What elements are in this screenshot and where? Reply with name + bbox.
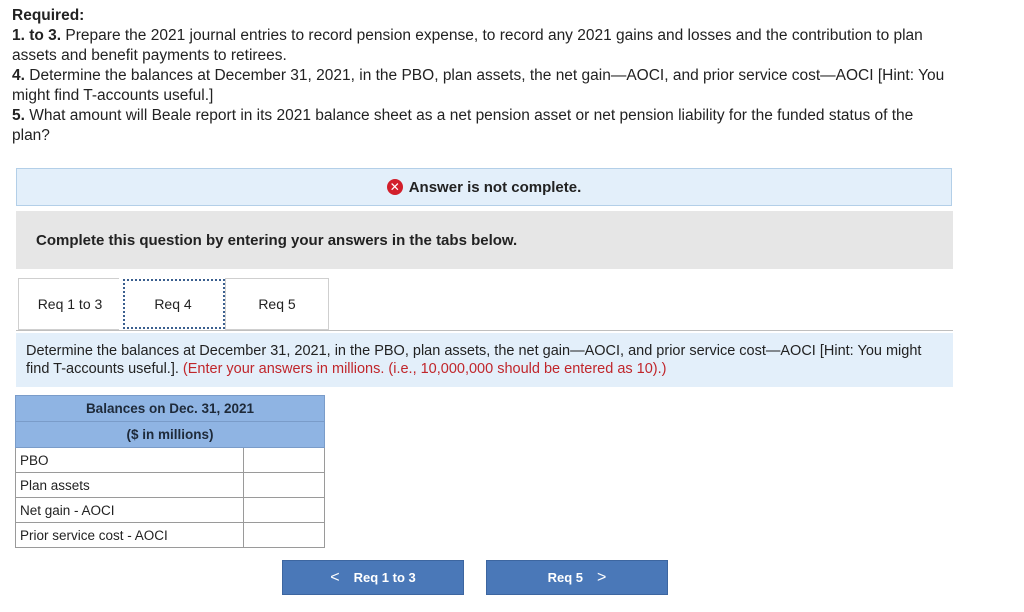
tab-focus-outline xyxy=(123,279,225,329)
required-section xyxy=(12,6,1024,146)
table-header-units: ($ in millions) xyxy=(16,422,325,448)
pbo-input[interactable] xyxy=(244,449,324,472)
required-item-4-cont: might find T-accounts useful.] xyxy=(12,87,214,104)
table-header-title: Balances on Dec. 31, 2021 xyxy=(16,396,325,422)
row-label-net-gain-aoci: Net gain - AOCI xyxy=(16,498,244,523)
net-gain-aoci-input[interactable] xyxy=(244,499,324,522)
prev-tab-button[interactable]: < Req 1 to 3 xyxy=(282,560,464,595)
required-item-1: 1. to 3. Prepare the 2021 journal entries to record pension expense, to record any 2021 gains and losses and the contribution to plan xyxy=(12,27,923,44)
chevron-right-icon: > xyxy=(597,568,607,586)
row-label-pbo: PBO xyxy=(16,448,244,473)
balances-table xyxy=(15,395,325,548)
required-heading: Required: xyxy=(12,7,85,24)
x-circle-icon: ✕ xyxy=(387,179,403,195)
prior-service-cost-aoci-input[interactable] xyxy=(244,524,324,547)
instruction-text: Determine the balances at December 31, 2021, in the PBO, plan assets, the net gain—AOCI, and prior service cost—AOCI [Hint: You might find T-accounts useful.]. xyxy=(26,343,922,377)
table-row xyxy=(16,498,325,523)
tab-divider xyxy=(16,330,953,331)
required-item-5: 5. What amount will Beale report in its 2021 balance sheet as a net pension asset or net pension liability for the funded status of the xyxy=(12,107,914,124)
row-label-plan-assets: Plan assets xyxy=(16,473,244,498)
row-label-prior-service-cost-aoci: Prior service cost - AOCI xyxy=(16,523,244,548)
required-item-4: 4. Determine the balances at December 31, 2021, in the PBO, plan assets, the net gain—AOCI, and prior service cost—AOCI [Hint: You xyxy=(12,67,945,84)
table-row xyxy=(16,523,325,548)
required-item-1-cont: assets and benefit payments to retirees. xyxy=(12,47,287,64)
next-tab-button[interactable]: Req 5 > xyxy=(486,560,668,595)
instructions-text: Complete this question by entering your answers in the tabs below. xyxy=(36,231,518,249)
tab-req-1-to-3[interactable]: Req 1 to 3 xyxy=(18,278,122,330)
answer-status-text: Answer is not complete. xyxy=(408,178,582,196)
table-row xyxy=(16,448,325,473)
answer-status-banner xyxy=(16,168,952,206)
instruction-note: (Enter your answers in millions. (i.e., 10,000,000 should be entered as 10).) xyxy=(182,361,667,377)
tab-req-5[interactable]: Req 5 xyxy=(225,278,329,330)
tab-req-4[interactable]: Req 4 xyxy=(119,278,227,330)
requirement-instructions xyxy=(16,333,953,387)
required-item-5-cont: plan? xyxy=(12,127,50,144)
table-row xyxy=(16,473,325,498)
chevron-left-icon: < xyxy=(330,568,340,586)
plan-assets-input[interactable] xyxy=(244,474,324,497)
instructions-banner xyxy=(16,211,953,269)
